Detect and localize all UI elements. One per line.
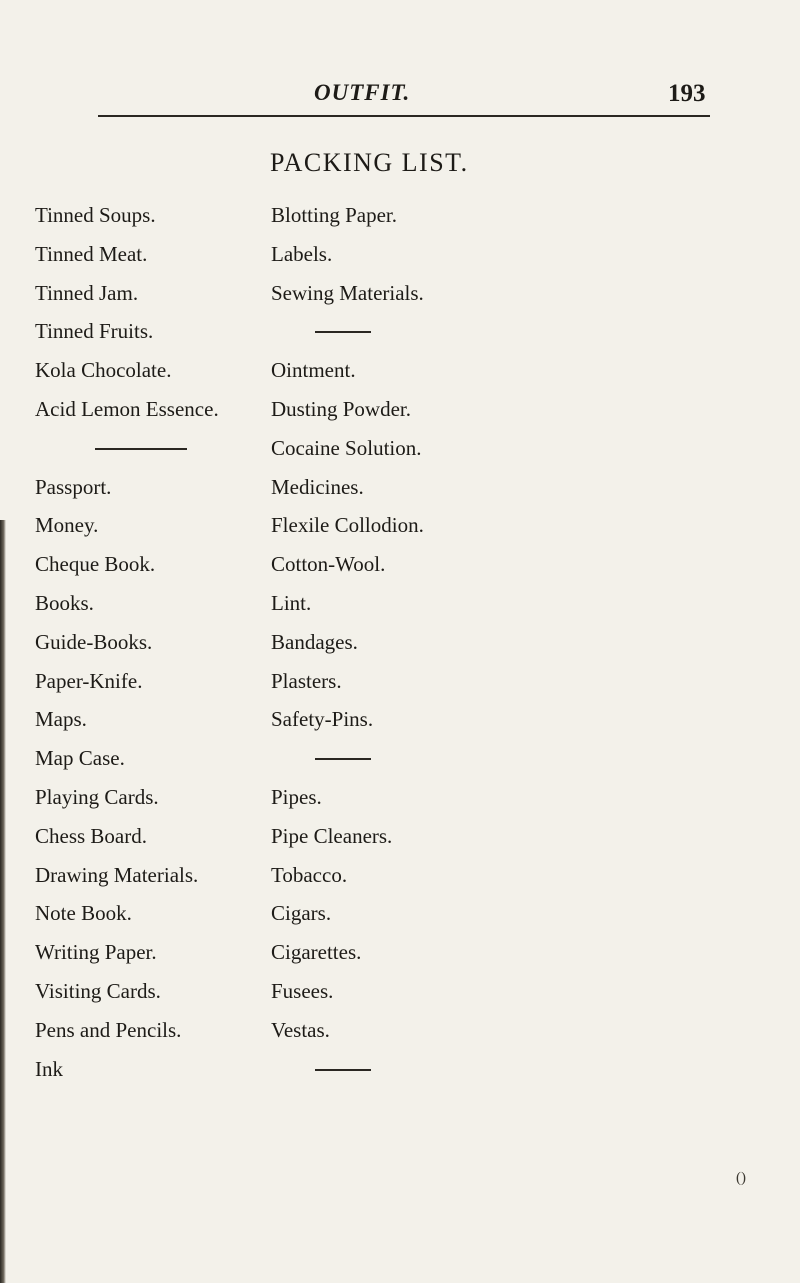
list-item: Ink xyxy=(35,1056,63,1081)
left-column xyxy=(35,196,219,1088)
page-edge-shadow xyxy=(0,520,6,1283)
section-separator xyxy=(271,312,424,351)
list-item: Medicines. xyxy=(271,474,364,499)
list-item: Drawing Materials. xyxy=(35,862,199,887)
list-item: Map Case. xyxy=(35,746,125,771)
list-item: Books. xyxy=(35,590,94,615)
list-item: Cheque Book. xyxy=(35,552,156,577)
list-item: Blotting Paper. xyxy=(271,203,397,227)
list-item: Ointment. xyxy=(271,358,356,383)
list-item: Tinned Fruits. xyxy=(35,319,154,344)
page-number: 193 xyxy=(668,80,706,107)
list-item: Tobacco. xyxy=(271,862,348,887)
list-item: Money. xyxy=(35,513,99,538)
section-separator xyxy=(35,429,219,468)
list-item: Tinned Jam. xyxy=(35,280,139,305)
packing-list-title: PACKING LIST. xyxy=(270,148,469,177)
list-item: Paper-Knife. xyxy=(35,668,143,693)
right-column xyxy=(271,196,424,1088)
list-item: Tinned Soups. xyxy=(35,203,156,227)
list-item: Pipe Cleaners. xyxy=(271,823,393,848)
list-item: Pens and Pencils. xyxy=(35,1017,182,1042)
list-item: Guide-Books. xyxy=(35,629,153,654)
list-item: Pipes. xyxy=(271,784,322,809)
list-item: Vestas. xyxy=(271,1017,330,1042)
running-head: OUTFIT. xyxy=(314,80,411,105)
list-item: Writing Paper. xyxy=(35,940,157,965)
list-item: Bandages. xyxy=(271,629,358,654)
footer-mark: () xyxy=(736,1170,746,1186)
list-item: Cotton-Wool. xyxy=(271,552,386,577)
header-rule xyxy=(98,115,710,117)
list-item: Chess Board. xyxy=(35,823,147,848)
list-item: Sewing Materials. xyxy=(271,280,424,305)
list-item: Cocaine Solution. xyxy=(271,435,422,460)
list-item: Dusting Powder. xyxy=(271,396,412,421)
section-separator xyxy=(271,739,424,778)
list-item: Plasters. xyxy=(271,668,342,693)
list-item: Acid Lemon Essence. xyxy=(35,396,219,421)
list-item: Cigars. xyxy=(271,901,332,926)
list-item: Safety-Pins. xyxy=(271,707,374,732)
list-item: Visiting Cards. xyxy=(35,978,161,1003)
list-item: Tinned Meat. xyxy=(35,241,148,266)
list-item: Maps. xyxy=(35,707,87,732)
list-item: Labels. xyxy=(271,241,333,266)
list-item: Lint. xyxy=(271,590,312,615)
list-item: Passport. xyxy=(35,474,112,499)
section-separator xyxy=(271,1050,424,1089)
list-item: Flexile Collodion. xyxy=(271,513,424,538)
list-item: Kola Chocolate. xyxy=(35,358,172,383)
list-item: Playing Cards. xyxy=(35,784,159,809)
list-item: Fusees. xyxy=(271,978,334,1003)
list-item: Note Book. xyxy=(35,901,132,926)
list-item: Cigarettes. xyxy=(271,940,362,965)
